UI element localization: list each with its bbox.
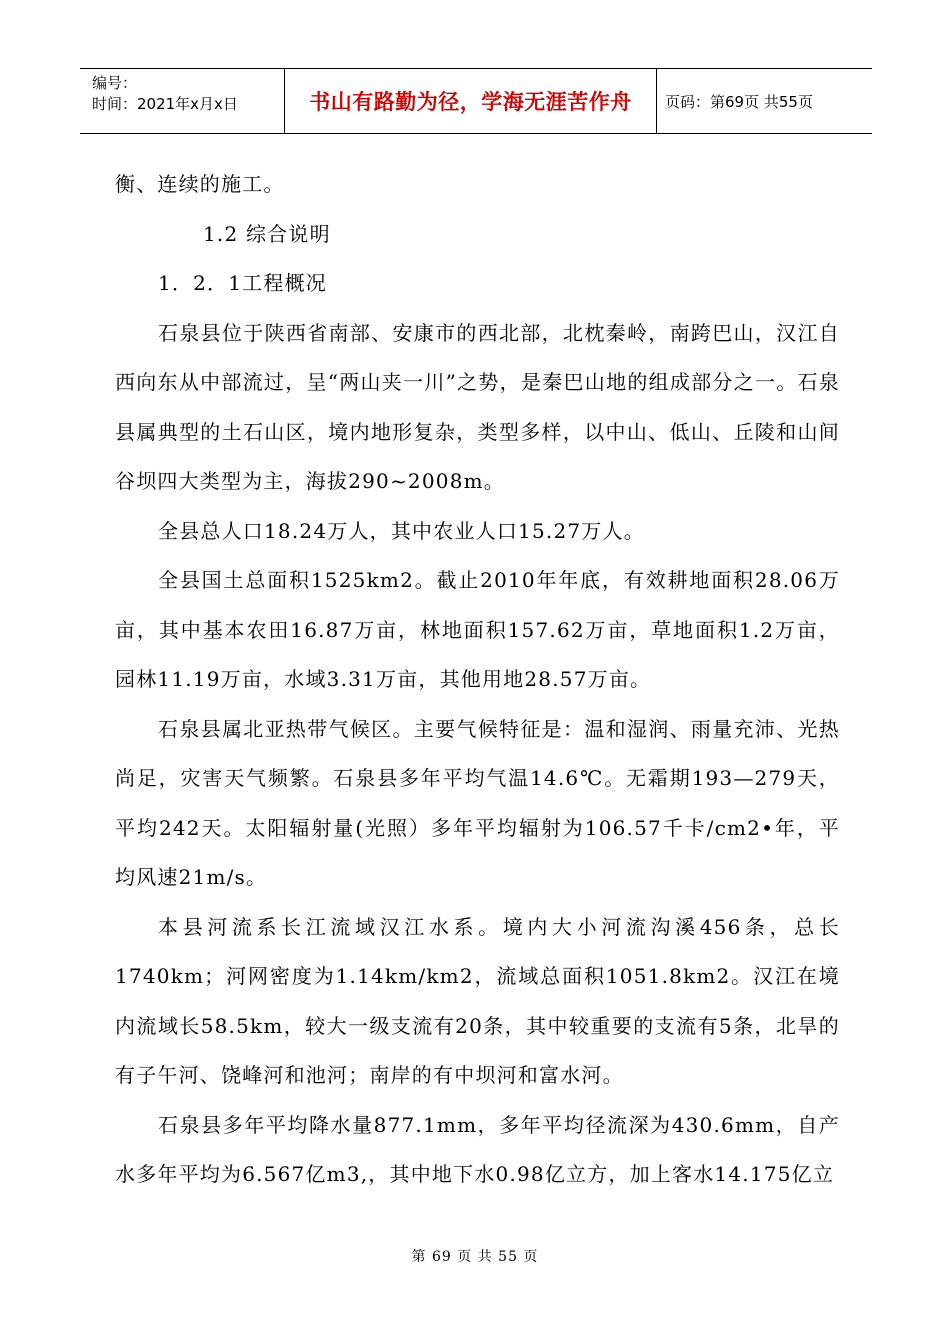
paragraph-location: 石泉县位于陕西省南部、安康市的西北部，北枕秦岭，南跨巴山，汉江自西向东从中部流过，呈“两山夹一川”之势，是秦巴山地的组成部分之一。石泉县属典型的土石山区，境内地形复杂，类型多样，以中山、低山、丘陵和山间谷坝四大类型为主，海拔290~2008m。 [115, 320, 840, 493]
page-header [80, 68, 872, 134]
header-meta [80, 69, 285, 133]
document-number-label: 编号： [92, 74, 138, 92]
paragraph-precipitation: 石泉县多年平均降水量877.1mm，多年平均径流深为430.6mm，自产水多年平均为6.567亿m3,，其中地下水0.98亿立方，加上客水14.175亿立 [115, 1112, 840, 1186]
header-motto: 书山有路勤为径，学海无涯苦作舟 [309, 90, 632, 114]
header-motto-cell [285, 69, 657, 133]
header-page-number: 页码：第69页 共55页 [665, 92, 813, 111]
section-heading: 1.2 综合说明 [203, 221, 331, 246]
paragraph-rivers: 本县河流系长江流域汉江水系。境内大小河流沟溪456条，总长1740km；河网密度为1.14km/km2，流域总面积1051.8km2。汉江在境内流域长58.5km，较大一级支流有20条，其中较重要的支流有5条，北旱的有子午河、饶峰河和池河；南岸的有中坝河和富水河。 [115, 914, 840, 1087]
document-time-label: 时间：2021年x月x日 [92, 95, 238, 113]
continuation-line: 衡、连续的施工。 [115, 172, 285, 196]
paragraph-population: 全县总人口18.24万人，其中农业人口15.27万人。 [158, 518, 645, 543]
paragraph-climate: 石泉县属北亚热带气候区。主要气候特征是：温和湿润、雨量充沛、光热尚足，灾害天气频繁。石泉县多年平均气温14.6℃。无霜期193—279天，平均242天。太阳辐射量(光照）多年平均辐射为106.57千卡/cm2•年，平均风速21m/s。 [115, 716, 840, 889]
document-body [115, 160, 840, 1200]
subsection-heading: 1．2．1工程概况 [158, 271, 327, 295]
header-page-cell [657, 69, 872, 133]
paragraph-land-area: 全县国土总面积1525km2。截止2010年年底，有效耕地面积28.06万亩，其中基本农田16.87万亩，林地面积157.62万亩，草地面积1.2万亩，园林11.19万亩，水域3.31万亩，其他用地28.57万亩。 [115, 568, 840, 691]
page-footer: 第 69 页 共 55 页 [411, 1249, 539, 1265]
